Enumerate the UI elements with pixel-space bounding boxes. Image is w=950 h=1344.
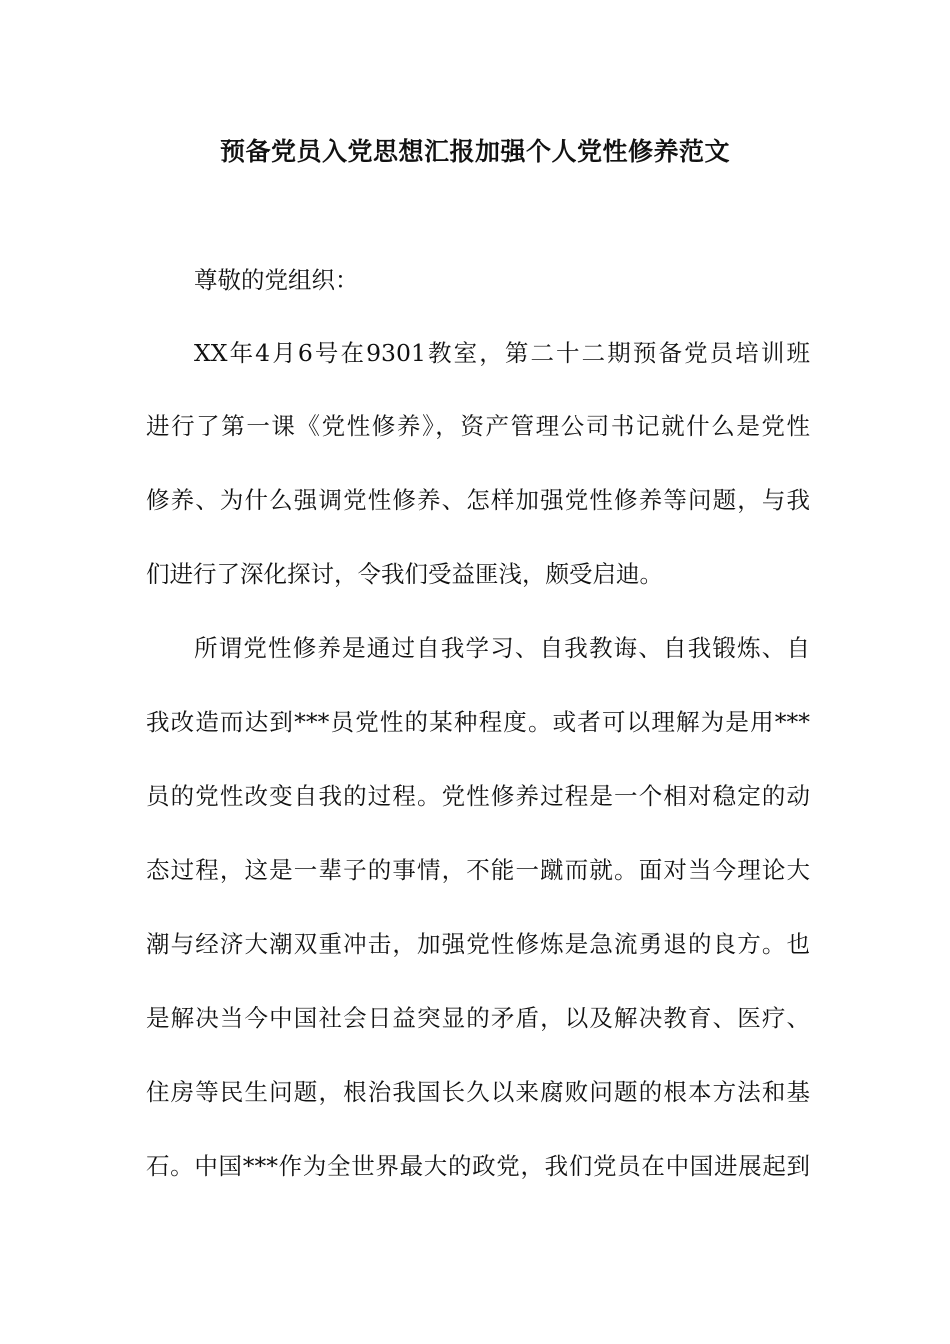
paragraph-line: 修养、为什么强调党性修养、怎样加强党性修养等问题，与我 bbox=[146, 486, 810, 514]
paragraph-line: 潮与经济大潮双重冲击，加强党性修炼是急流勇退的良方。也 bbox=[146, 930, 810, 958]
greeting: 尊敬的党组织： bbox=[194, 266, 359, 294]
paragraph-line: 态过程，这是一辈子的事情，不能一蹴而就。面对当今理论大 bbox=[146, 856, 810, 884]
document-title: 预备党员入党思想汇报加强个人党性修养范文 bbox=[219, 137, 730, 166]
paragraph-line: XX年4月6号在9301教室，第二十二期预备党员培训班 bbox=[194, 339, 810, 367]
paragraph-line: 们进行了深化探讨，令我们受益匪浅，颇受启迪。 bbox=[146, 560, 663, 588]
paragraph-line: 石。中国***作为全世界最大的政党，我们党员在中国进展起到 bbox=[146, 1152, 810, 1180]
paragraph-line: 我改造而达到***员党性的某种程度。或者可以理解为是用*** bbox=[146, 708, 810, 736]
paragraph-line: 所谓党性修养是通过自我学习、自我教诲、自我锻炼、自 bbox=[194, 634, 810, 662]
paragraph-line: 是解决当今中国社会日益突显的矛盾，以及解决教育、医疗、 bbox=[146, 1004, 810, 1032]
paragraph-line: 住房等民生问题，根治我国长久以来腐败问题的根本方法和基 bbox=[146, 1078, 810, 1106]
paragraph-line: 员的党性改变自我的过程。党性修养过程是一个相对稳定的动 bbox=[146, 782, 810, 810]
paragraph-line: 进行了第一课《党性修养》，资产管理公司书记就什么是党性 bbox=[146, 412, 810, 440]
